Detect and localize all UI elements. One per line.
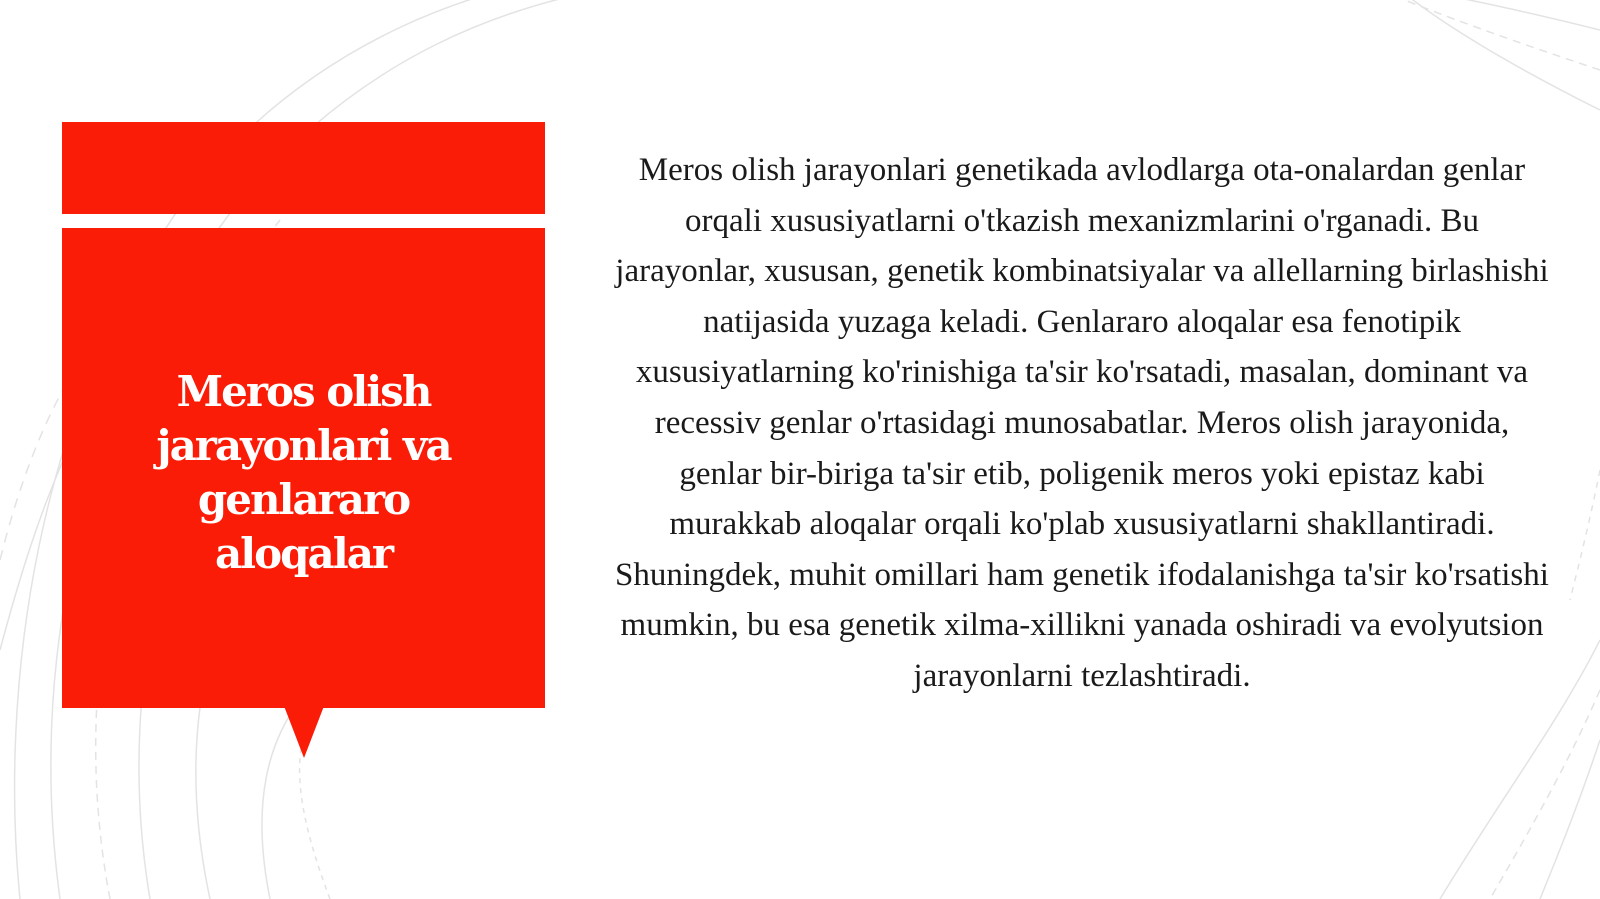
slide-title: Meros olish jarayonlari va genlararo aloqalar <box>156 367 451 578</box>
callout-pointer <box>284 706 324 758</box>
body-paragraph: Meros olish jarayonlari genetikada avlodlarga ota-onalardan genlar orqali xususiyatlarni o'tkazish mexanizmlarini o'rganadi. Bu jarayonlar, xususan, genetik kombinatsiyalar va allellarning birlashishi natijasida yuzaga keladi. Genlararo aloqalar esa fenotipik xususiyatlarning ko'rinishiga ta'sir ko'rsatadi, masalan, dominant va recessiv genlar o'rtasidagi munosabatlar. Meros olish jarayonida, genlar bir-biriga ta'sir etib, poligenik meros yoki epistaz kabi murakkab aloqalar orqali ko'plab xususiyatlarni shakllantiradi. Shuningdek, muhit omillari ham genetik ifodalanishga ta'sir ko'rsatishi mumkin, bu esa genetik xilma-xillikni yanada oshiradi va evolyutsion jarayonlarni tezlashtiradi. <box>615 152 1549 694</box>
title-callout-box <box>62 228 545 708</box>
accent-bar <box>62 122 545 214</box>
